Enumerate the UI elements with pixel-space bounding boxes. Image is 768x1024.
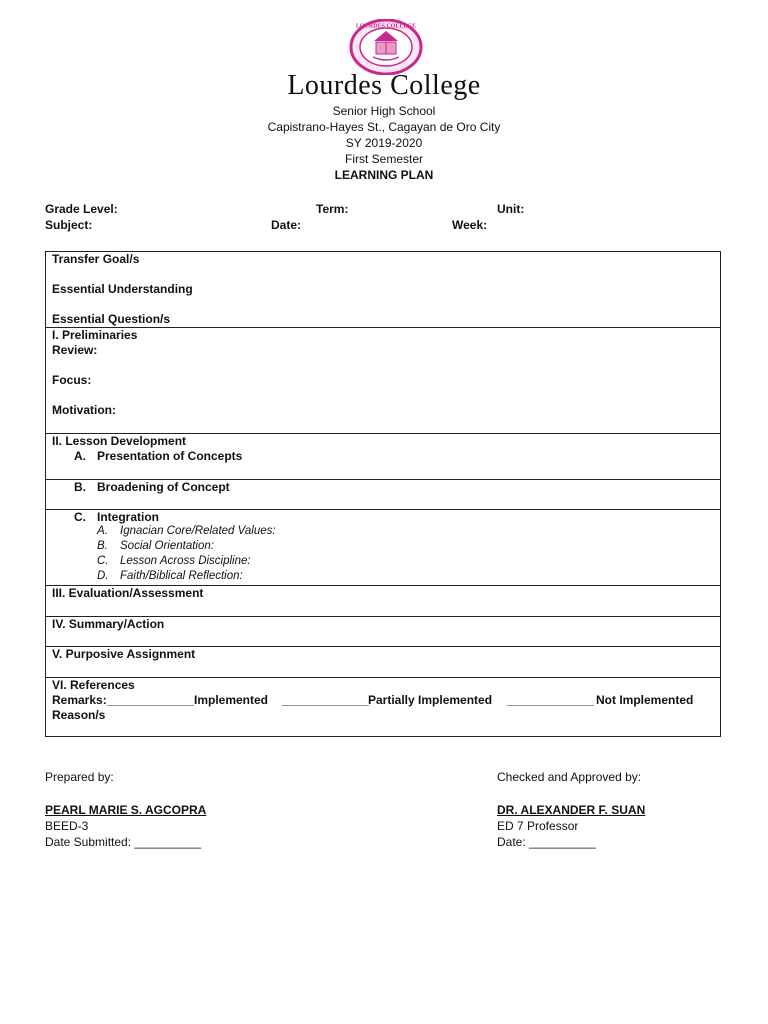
approver-date: Date: __________ [497,835,596,849]
date-label: Date: [271,218,302,232]
assignment-section [46,647,720,678]
evaluation-heading: III. Evaluation/Assessment [52,586,204,600]
integration-item-marker: A. [97,525,108,537]
address: Capistrano-Hayes St., Cagayan de Oro City [267,120,501,134]
focus-label: Focus: [52,373,92,387]
integration-marker: C. [74,510,86,524]
review-label: Review: [52,343,98,357]
transfer-goals: Transfer Goal/s [52,252,140,266]
approver-role: ED 7 Professor [497,819,579,833]
term-label: Term: [316,202,349,216]
preliminaries-section [46,328,720,434]
seal-lettering: LOURDES COLLEGE [355,23,417,30]
document-title: LEARNING PLAN [334,168,434,182]
integration-item-marker: D. [97,570,109,582]
preliminaries-heading: I. Preliminaries [52,328,138,342]
not-implemented-blank[interactable]: _____________ [507,693,594,707]
goals-section [46,252,720,328]
assignment-heading: V. Purposive Assignment [52,647,196,661]
lesson-development-heading: II. Lesson Development [52,434,187,448]
semester: First Semester [344,152,423,166]
approver-name: DR. ALEXANDER F. SUAN [497,803,646,817]
lesson-across-discipline: Lesson Across Discipline: [120,555,251,567]
approved-by-label: Checked and Approved by: [497,770,642,784]
learning-plan-table [45,251,721,737]
broadening-marker: B. [74,480,86,494]
school-year: SY 2019-2020 [345,136,423,150]
summary-section [46,617,720,647]
grade-level-label: Grade Level: [45,202,118,216]
summary-heading: IV. Summary/Action [52,617,165,631]
motivation-label: Motivation: [52,403,116,417]
partially-implemented-label: Partially Implemented [368,693,493,707]
broadening-section [46,480,720,510]
references-heading: VI. References [52,678,135,692]
lesson-development-section [46,434,720,480]
integration-item-marker: C. [97,555,109,567]
reasons-label: Reason/s [52,708,106,722]
ignacian-core-values: Ignacian Core/Related Values: [120,525,276,537]
week-label: Week: [452,218,488,232]
references-remarks-section [46,678,720,738]
social-orientation: Social Orientation: [120,540,214,552]
preparer-name: PEARL MARIE S. AGCOPRA [45,803,207,817]
unit-label: Unit: [497,202,525,216]
prepared-by-label: Prepared by: [45,770,114,784]
integration-heading: Integration [97,510,159,524]
school-name: Lourdes College [287,70,481,101]
essential-understanding: Essential Understanding [52,282,193,296]
date-submitted: Date Submitted: __________ [45,835,202,849]
lourdes-college-seal [349,19,423,75]
presentation-of-concepts: Presentation of Concepts [97,449,243,463]
implemented-blank[interactable]: _____________ [107,693,194,707]
integration-section [46,510,720,586]
department: Senior High School [332,104,436,118]
broadening-of-concept: Broadening of Concept [97,480,230,494]
preparer-role: BEED-3 [45,819,89,833]
not-implemented-label: Not Implemented [596,693,694,707]
faith-biblical-reflection: Faith/Biblical Reflection: [120,570,243,582]
partially-implemented-blank[interactable]: _____________ [282,693,369,707]
implemented-label: Implemented [194,693,269,707]
presentation-marker: A. [74,449,86,463]
evaluation-section [46,586,720,617]
integration-item-marker: B. [97,540,108,552]
subject-label: Subject: [45,218,93,232]
essential-questions: Essential Question/s [52,312,171,326]
remarks-label: Remarks: [52,693,107,707]
